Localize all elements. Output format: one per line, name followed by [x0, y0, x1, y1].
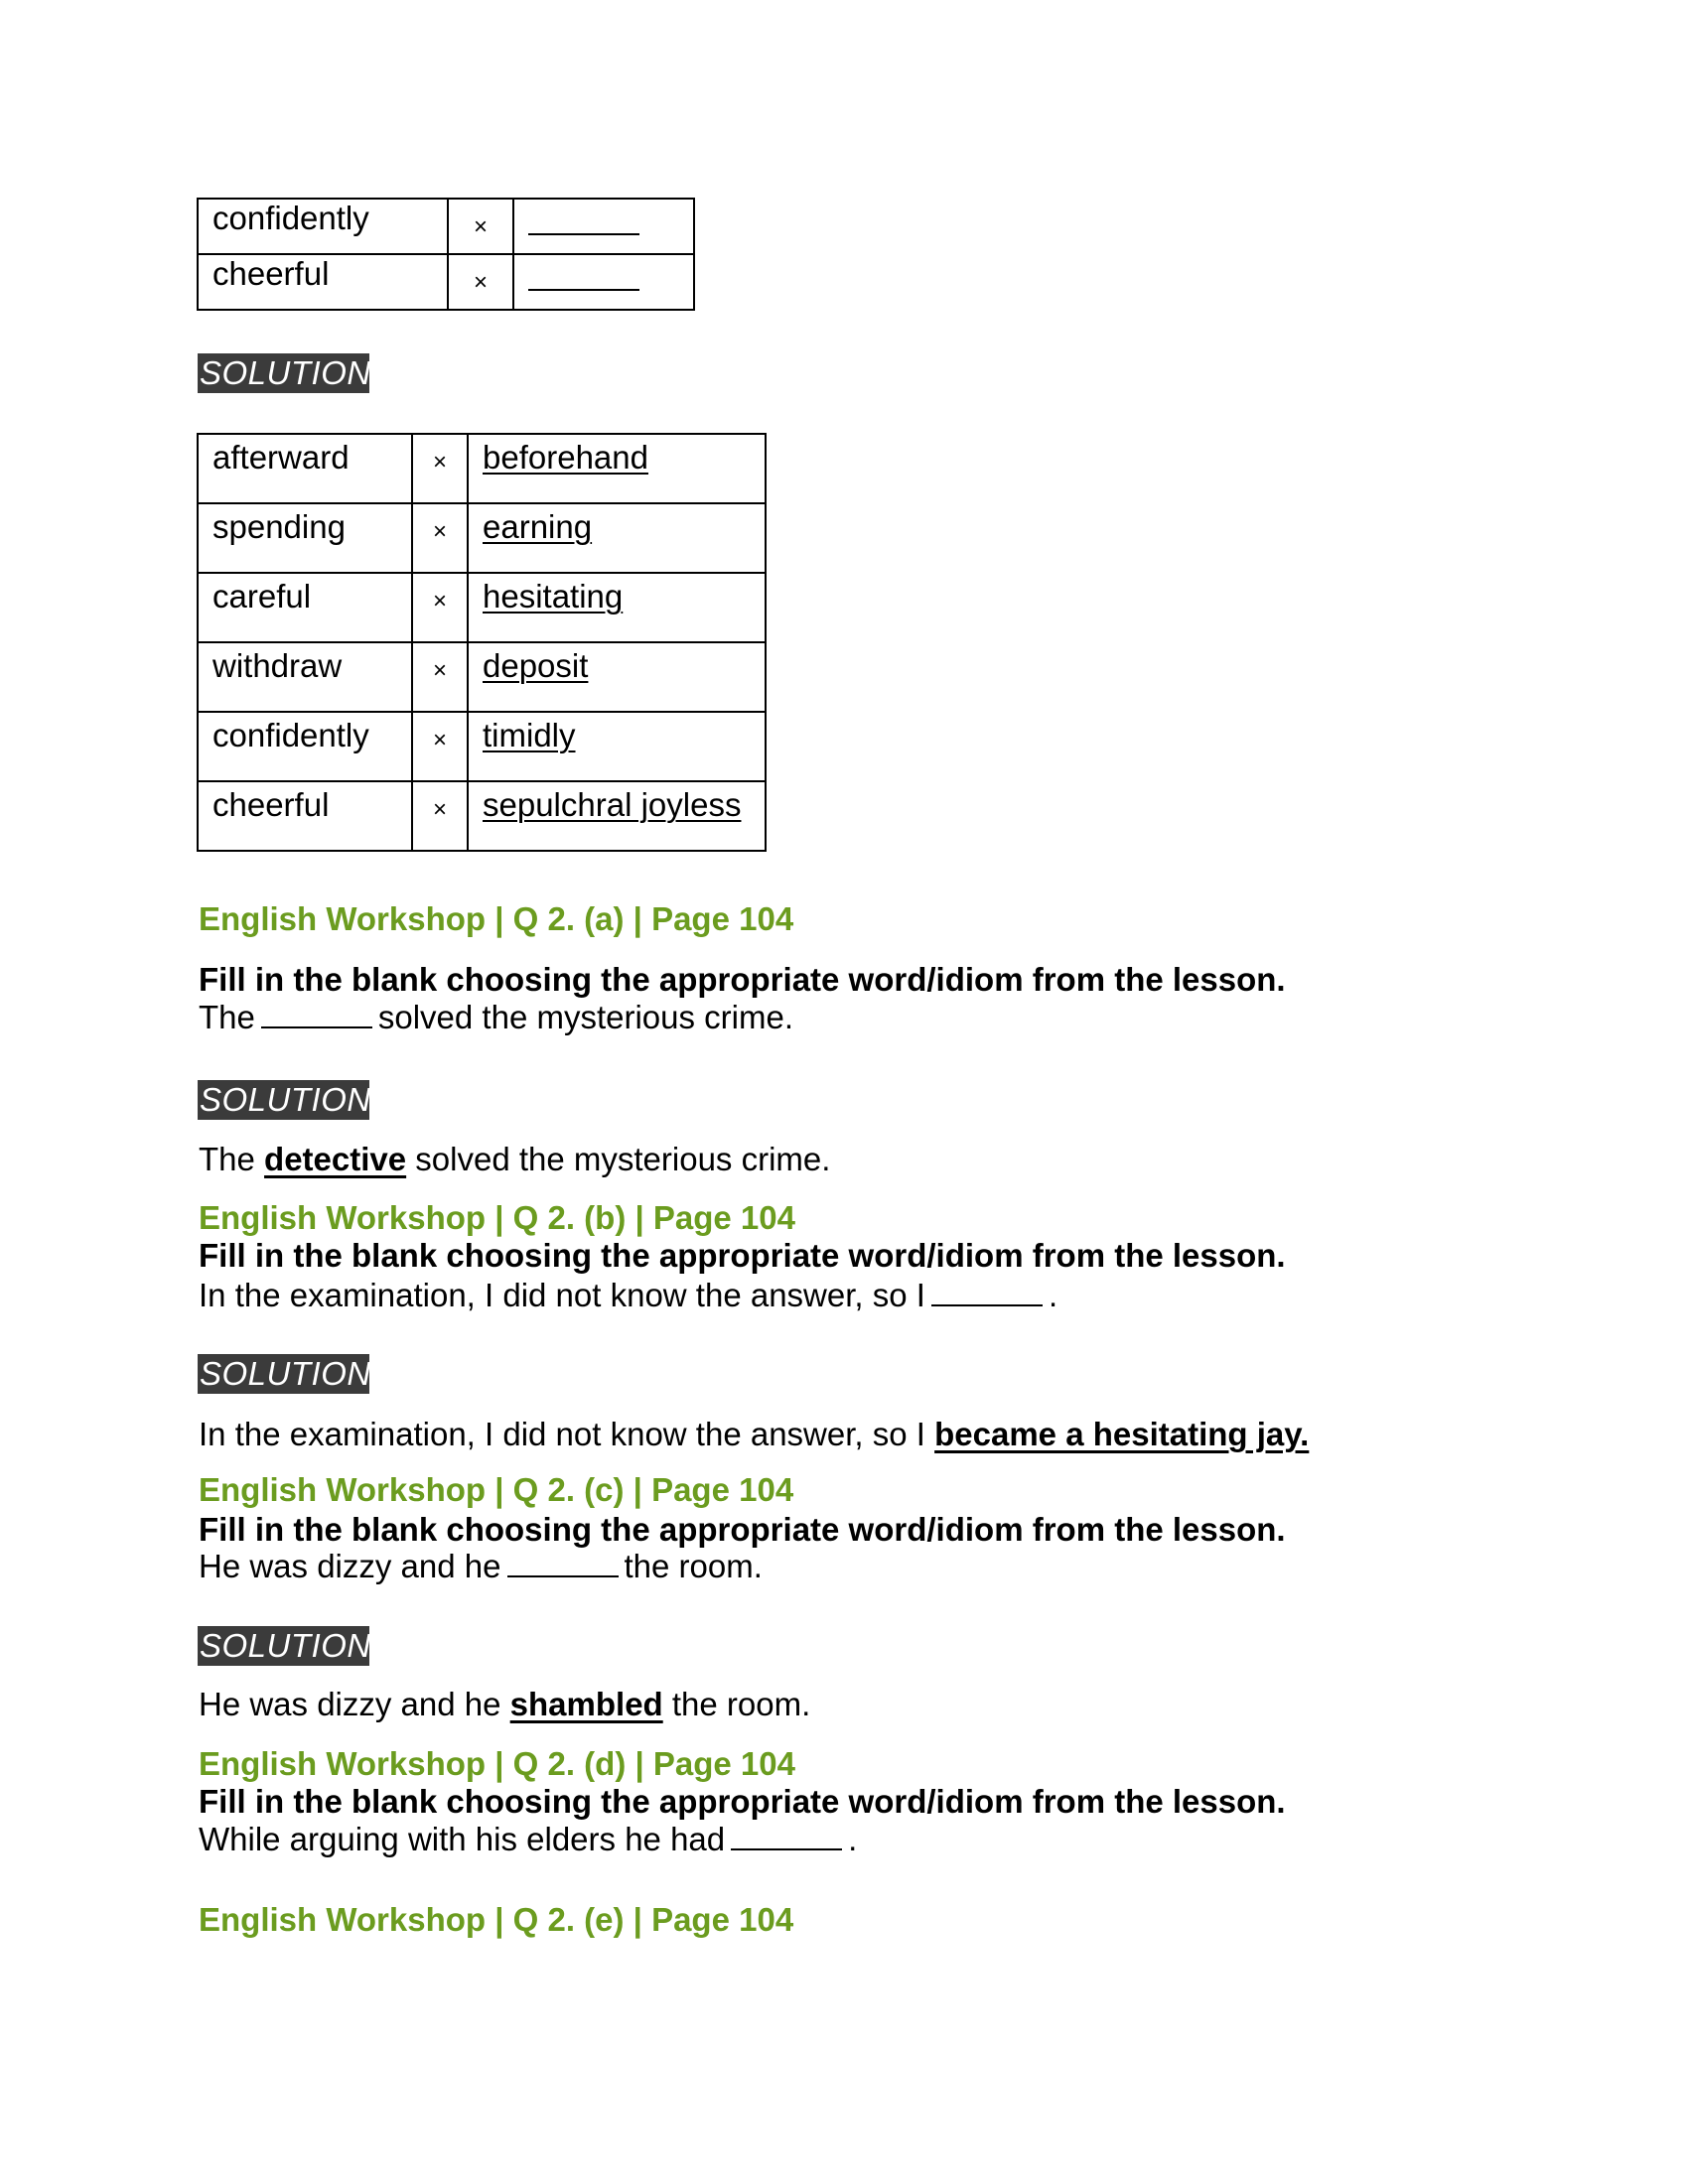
solution-badge: SOLUTION	[200, 354, 371, 391]
question-instruction: Fill in the blank choosing the appropriate word/idiom from the lesson.	[199, 1511, 1286, 1548]
sentence-part: the room.	[624, 1548, 763, 1584]
table-row	[198, 254, 694, 310]
answer-cell: earning	[468, 503, 766, 573]
word-cell: careful	[198, 573, 412, 642]
cross-symbol: ×	[448, 199, 513, 254]
antonym-solution-table	[197, 433, 767, 852]
question-instruction: Fill in the blank choosing the appropriate word/idiom from the lesson.	[199, 1237, 1286, 1274]
sentence-part: .	[1048, 1277, 1058, 1313]
table-row	[198, 434, 766, 503]
question-instruction: Fill in the blank choosing the appropriate word/idiom from the lesson.	[199, 961, 1286, 998]
answer-cell: beforehand	[468, 434, 766, 503]
answer-blank	[731, 1825, 842, 1850]
table-row	[198, 781, 766, 851]
answer-blank	[507, 1552, 619, 1577]
word-cell: cheerful	[198, 781, 412, 851]
table-row	[198, 199, 694, 254]
table-row	[198, 573, 766, 642]
solution-sentence	[199, 1143, 830, 1175]
blank-cell	[513, 199, 694, 254]
solution-badge: SOLUTION	[200, 1627, 371, 1664]
answer-cell: deposit	[468, 642, 766, 712]
answer-blank	[528, 263, 639, 291]
answer-cell: hesitating	[468, 573, 766, 642]
answer-blank	[261, 1003, 372, 1028]
sentence-part: In the examination, I did not know the answer, so I	[199, 1416, 925, 1452]
question-sentence	[199, 1001, 793, 1033]
word-cell: confidently	[198, 199, 448, 254]
word-cell: afterward	[198, 434, 412, 503]
table-row	[198, 642, 766, 712]
question-heading: English Workshop | Q 2. (a) | Page 104	[199, 900, 794, 937]
cross-symbol: ×	[412, 503, 468, 573]
cross-symbol: ×	[412, 573, 468, 642]
question-sentence	[199, 1823, 857, 1855]
answer-cell: timidly	[468, 712, 766, 781]
answer-cell: sepulchral joyless	[468, 781, 766, 851]
question-heading: English Workshop | Q 2. (e) | Page 104	[199, 1901, 794, 1938]
cross-symbol: ×	[412, 712, 468, 781]
question-heading: English Workshop | Q 2. (d) | Page 104	[199, 1745, 795, 1782]
word-cell: spending	[198, 503, 412, 573]
word-cell: withdraw	[198, 642, 412, 712]
solution-answer: shambled	[509, 1686, 663, 1722]
cross-symbol: ×	[412, 642, 468, 712]
word-cell: cheerful	[198, 254, 448, 310]
sentence-part: In the examination, I did not know the answer, so I	[199, 1277, 925, 1313]
solution-badge: SOLUTION	[200, 1355, 371, 1392]
cross-symbol: ×	[412, 781, 468, 851]
question-instruction: Fill in the blank choosing the appropriate word/idiom from the lesson.	[199, 1783, 1286, 1820]
sentence-part: .	[848, 1821, 858, 1857]
table-row	[198, 503, 766, 573]
solution-badge: SOLUTION	[200, 1081, 371, 1118]
question-sentence	[199, 1550, 763, 1582]
question-sentence	[199, 1279, 1057, 1311]
answer-blank	[931, 1281, 1043, 1306]
sentence-part: The	[199, 999, 255, 1035]
sentence-part: the room.	[671, 1686, 811, 1722]
question-heading: English Workshop | Q 2. (b) | Page 104	[199, 1199, 795, 1236]
cross-symbol: ×	[412, 434, 468, 503]
table-row	[198, 712, 766, 781]
sentence-part: solved the mysterious crime.	[415, 1141, 831, 1177]
word-cell: confidently	[198, 712, 412, 781]
sentence-part: While arguing with his elders he had	[199, 1821, 726, 1857]
solution-answer: detective	[264, 1141, 407, 1177]
solution-answer: became a hesitating jay.	[934, 1416, 1310, 1452]
antonym-exercise-table	[197, 198, 695, 311]
sentence-part: He was dizzy and he	[199, 1548, 501, 1584]
blank-cell	[513, 254, 694, 310]
solution-sentence	[199, 1418, 1309, 1450]
sentence-part: solved the mysterious crime.	[377, 999, 794, 1035]
solution-sentence	[199, 1688, 810, 1720]
sentence-part: The	[199, 1141, 255, 1177]
answer-blank	[528, 207, 639, 235]
sentence-part: He was dizzy and he	[199, 1686, 501, 1722]
cross-symbol: ×	[448, 254, 513, 310]
question-heading: English Workshop | Q 2. (c) | Page 104	[199, 1471, 794, 1508]
